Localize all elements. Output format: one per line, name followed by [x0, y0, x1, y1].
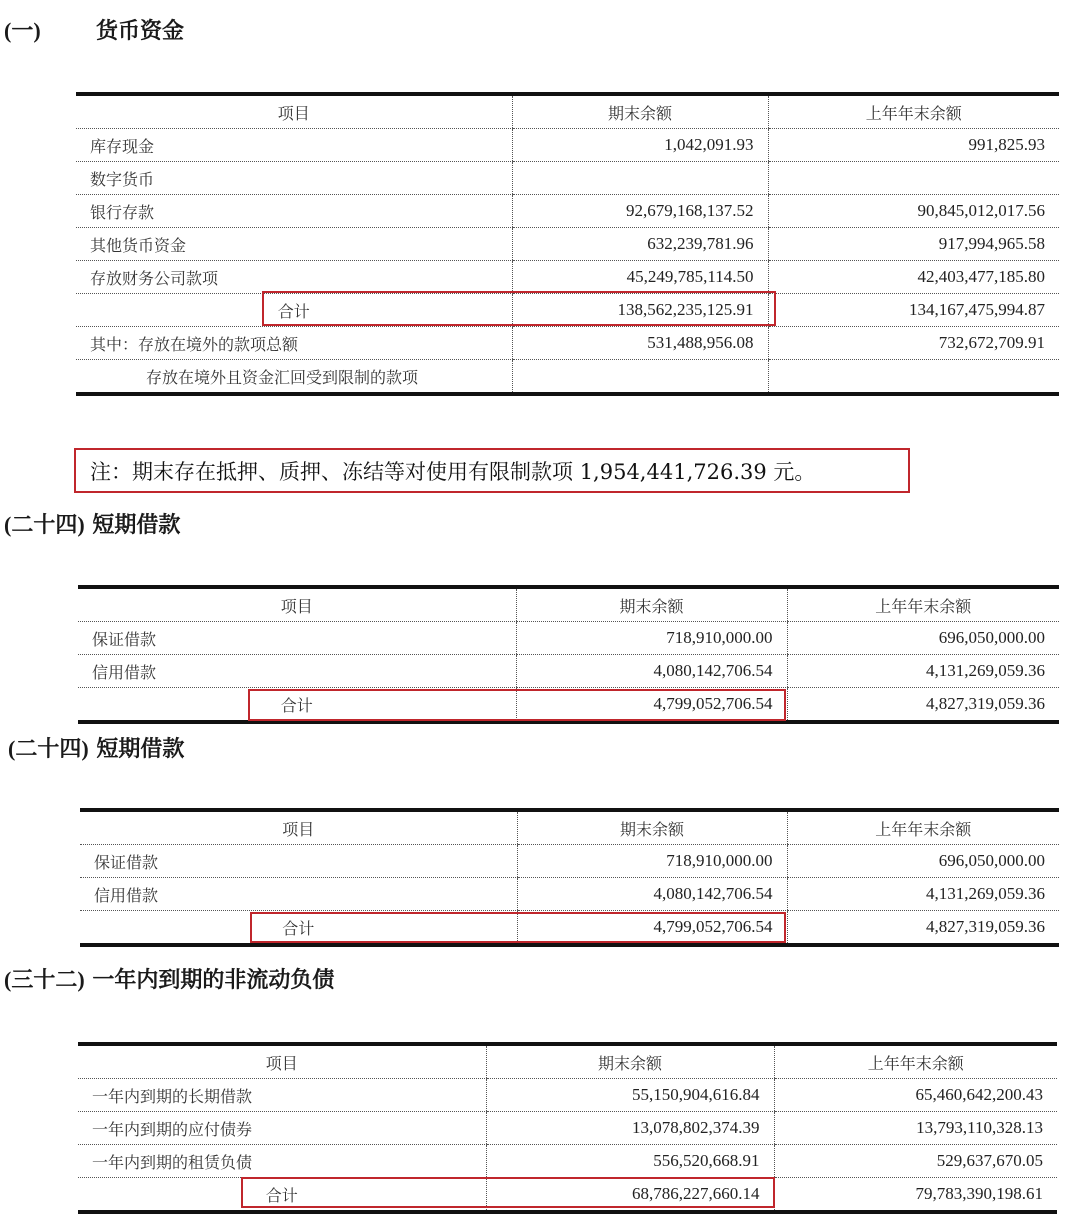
col-header-current: 期末余额: [516, 587, 787, 622]
row-prior: 917,994,965.58: [768, 228, 1059, 261]
section-heading-short-term-loans: [4, 508, 180, 539]
row-current: 1,042,091.93: [512, 129, 768, 162]
section-number: (二十四): [4, 512, 85, 537]
table-header-row: [76, 94, 1059, 129]
total-current: 68,786,227,660.14: [486, 1178, 774, 1213]
row-prior: 529,637,670.05: [774, 1145, 1057, 1178]
table-row: [78, 1079, 1057, 1112]
table-row: [76, 360, 1059, 395]
table-row: [76, 261, 1059, 294]
row-item: 保证借款: [78, 622, 516, 655]
total-prior: 134,167,475,994.87: [768, 294, 1059, 327]
col-header-item: 项目: [78, 1044, 486, 1079]
table-row: [80, 878, 1059, 911]
section-title: 短期借款: [92, 513, 181, 538]
restricted-funds-note: [74, 448, 910, 493]
table-row: [76, 327, 1059, 360]
total-prior: 79,783,390,198.61: [774, 1178, 1057, 1213]
section-heading-short-term-loans-duplicate: [8, 732, 184, 763]
row-item: 一年内到期的应付债券: [78, 1112, 486, 1145]
table-row: [76, 162, 1059, 195]
short-term-loans-table: [78, 585, 1059, 724]
row-current: 718,910,000.00: [517, 845, 787, 878]
col-header-item: 项目: [78, 587, 516, 622]
col-header-prior: 上年年末余额: [787, 810, 1059, 845]
table-header-row: [80, 810, 1059, 845]
row-prior: 65,460,642,200.43: [774, 1079, 1057, 1112]
row-item: 银行存款: [76, 195, 512, 228]
row-prior: 696,050,000.00: [787, 622, 1059, 655]
row-prior: 696,050,000.00: [787, 845, 1059, 878]
row-item: 库存现金: [76, 129, 512, 162]
row-current: [512, 162, 768, 195]
table-row: [76, 228, 1059, 261]
table-row: [80, 845, 1059, 878]
short-term-loans-table-duplicate: [80, 808, 1059, 947]
section-number: (一): [4, 18, 41, 43]
row-prior: 732,672,709.91: [768, 327, 1059, 360]
note-amount: 1,954,441,726.39: [579, 460, 767, 484]
row-current: [512, 360, 768, 395]
row-item: 信用借款: [80, 878, 517, 911]
row-current: 13,078,802,374.39: [486, 1112, 774, 1145]
table-row: [78, 1112, 1057, 1145]
total-label: 合计: [76, 294, 512, 327]
table-header-row: [78, 1044, 1057, 1079]
col-header-current: 期末余额: [512, 94, 768, 129]
table-row: [78, 1145, 1057, 1178]
col-header-item: 项目: [80, 810, 517, 845]
col-header-prior: 上年年末余额: [787, 587, 1059, 622]
row-current: 531,488,956.08: [512, 327, 768, 360]
total-current: 138,562,235,125.91: [512, 294, 768, 327]
col-header-current: 期末余额: [517, 810, 787, 845]
row-item: 其中：存放在境外的款项总额: [76, 327, 512, 360]
row-current: 4,080,142,706.54: [516, 655, 787, 688]
row-current: 556,520,668.91: [486, 1145, 774, 1178]
row-prior: [768, 360, 1059, 395]
col-header-prior: 上年年末余额: [774, 1044, 1057, 1079]
total-label: 合计: [282, 918, 315, 938]
row-item: 一年内到期的长期借款: [78, 1079, 486, 1112]
row-item: 存放财务公司款项: [76, 261, 512, 294]
row-prior: 991,825.93: [768, 129, 1059, 162]
row-item: 保证借款: [80, 845, 517, 878]
col-header-prior: 上年年末余额: [768, 94, 1059, 129]
row-current: 4,080,142,706.54: [517, 878, 787, 911]
table-row: [78, 655, 1059, 688]
total-prior: 4,827,319,059.36: [787, 688, 1059, 723]
total-row: [80, 911, 1059, 946]
current-noncurrent-liabilities-table: [78, 1042, 1057, 1214]
row-prior: [768, 162, 1059, 195]
note-text: 注：期末存在抵押、质押、冻结等对使用有限制款项: [90, 460, 580, 484]
row-item: 存放在境外且资金汇回受到限制的款项: [146, 367, 419, 387]
row-item: 一年内到期的租赁负债: [78, 1145, 486, 1178]
total-current: 4,799,052,706.54: [516, 688, 787, 723]
row-item: 数字货币: [76, 162, 512, 195]
total-label: 合计: [265, 1185, 298, 1205]
section-number: (二十四): [8, 736, 89, 761]
table-row: [76, 195, 1059, 228]
total-current: 4,799,052,706.54: [517, 911, 787, 946]
cash-table: [76, 92, 1059, 396]
total-label: 合计: [280, 695, 313, 715]
row-prior: 90,845,012,017.56: [768, 195, 1059, 228]
section-heading-current-noncurrent-liabilities: [4, 963, 334, 994]
row-current: 632,239,781.96: [512, 228, 768, 261]
section-number: (三十二): [4, 967, 85, 992]
total-row: [78, 688, 1059, 723]
row-item: 其他货币资金: [76, 228, 512, 261]
row-prior: 13,793,110,328.13: [774, 1112, 1057, 1145]
total-prior: 4,827,319,059.36: [787, 911, 1059, 946]
row-current: 92,679,168,137.52: [512, 195, 768, 228]
row-item: 信用借款: [78, 655, 516, 688]
row-prior: 4,131,269,059.36: [787, 655, 1059, 688]
row-current: 718,910,000.00: [516, 622, 787, 655]
row-current: 45,249,785,114.50: [512, 261, 768, 294]
section-heading-cash: [4, 14, 184, 45]
row-prior: 42,403,477,185.80: [768, 261, 1059, 294]
table-header-row: [78, 587, 1059, 622]
section-title: 短期借款: [96, 737, 185, 762]
row-prior: 4,131,269,059.36: [787, 878, 1059, 911]
total-row: [76, 294, 1059, 327]
section-title: 一年内到期的非流动负债: [92, 968, 335, 993]
col-header-item: 项目: [76, 94, 512, 129]
total-row: [78, 1178, 1057, 1213]
table-row: [76, 129, 1059, 162]
table-row: [78, 622, 1059, 655]
row-current: 55,150,904,616.84: [486, 1079, 774, 1112]
note-unit: 元。: [766, 460, 816, 484]
section-title: 货币资金: [96, 19, 185, 44]
col-header-current: 期末余额: [486, 1044, 774, 1079]
